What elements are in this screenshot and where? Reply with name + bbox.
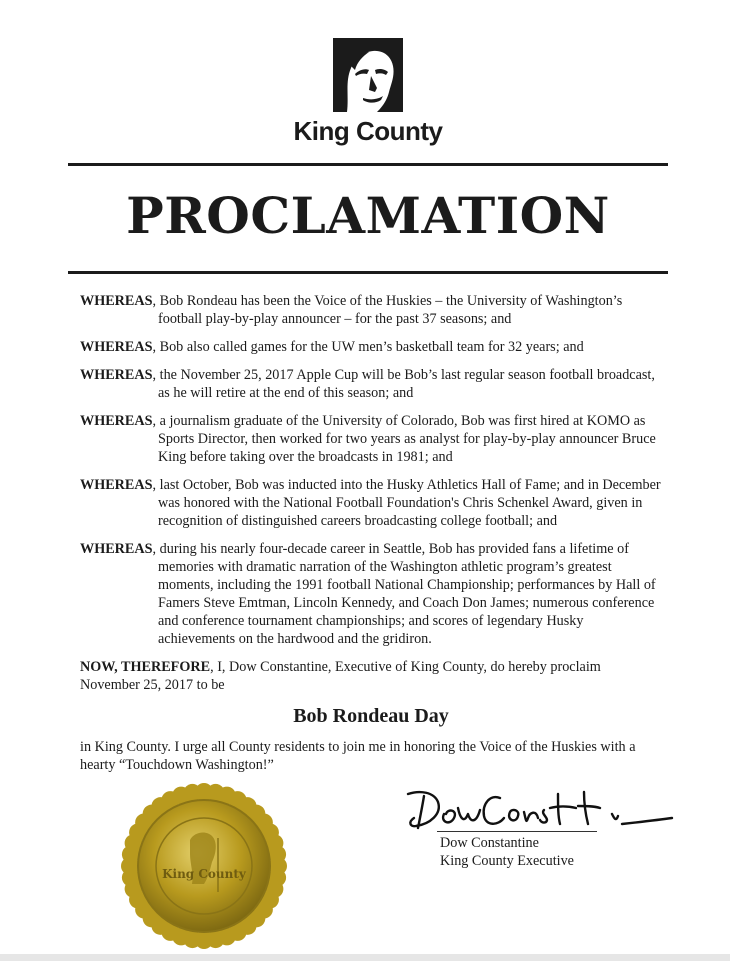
- now-therefore-paragraph: [80, 658, 662, 694]
- page-bottom-edge: [0, 954, 730, 961]
- whereas-keyword: WHEREAS: [80, 367, 153, 383]
- signature-image: [400, 784, 680, 836]
- whereas-paragraph: [80, 412, 662, 466]
- top-rule: [68, 163, 668, 166]
- whereas-paragraph: [80, 540, 662, 648]
- paragraph-text: , I, Dow Constantine, Executive of King County, do hereby proclaim November 25, 2017 to be: [80, 659, 601, 693]
- paragraph-text: , Bob Rondeau has been the Voice of the Huskies – the University of Washington’s football play-by-play announcer – for the past 37 seasons; and: [152, 293, 623, 327]
- paragraph-text: , a journalism graduate of the University of Colorado, Bob was first hired at KOMO as Sports Director, then worked for two years as analyst for play-by-play announcer Bruce King before taking over the broadcasts in 1981; and: [152, 413, 656, 465]
- gold-county-seal-icon: [118, 780, 290, 952]
- whereas-paragraph: [80, 292, 662, 328]
- whereas-keyword: WHEREAS: [80, 477, 153, 493]
- whereas-paragraph: [80, 338, 662, 356]
- logo-wordmark: King County: [293, 116, 443, 146]
- paragraph-text: , last October, Bob was inducted into the Husky Athletics Hall of Fame; and in December was honored with the National Football Foundation's Chris Schenkel Award, given in recognition of distinguished careers broadcasting college football; and: [152, 477, 661, 529]
- whereas-keyword: WHEREAS: [80, 339, 153, 355]
- whereas-keyword: WHEREAS: [80, 293, 153, 309]
- whereas-paragraph: [80, 476, 662, 530]
- paragraph-text: , the November 25, 2017 Apple Cup will be Bob’s last regular season football broadcast, as he will retire at the end of this season; and: [152, 367, 655, 401]
- paragraph-text: , during his nearly four-decade career in Seattle, Bob has provided fans a lifetime of memories with dramatic narration of the Washington athletic program’s greatest moments, including the 1991 football National Championship; performances by Hall of Famers Steve Emtman, Lincoln Kennedy, and Coach Don James; numerous conference and conference tournament championships; and scores of legendary Husky achievements on the hardwood and the gridiron.: [152, 541, 656, 647]
- signer-name: Dow Constantine: [440, 835, 539, 851]
- whereas-keyword: WHEREAS: [80, 413, 153, 429]
- bottom-rule: [68, 271, 668, 274]
- king-county-mlk-portrait-icon: [333, 38, 403, 112]
- paragraph-text: , Bob also called games for the UW men’s basketball team for 32 years; and: [152, 339, 584, 355]
- closing-paragraph: in King County. I urge all County residents to join me in honoring the Voice of the Huskies with a hearty “Touchdown Washington!”: [80, 739, 636, 773]
- signer-title: King County Executive: [440, 853, 574, 869]
- proclamation-body: [80, 292, 662, 704]
- document-title: PROCLAMATION: [126, 186, 610, 245]
- proclaimed-day-title: Bob Rondeau Day: [293, 705, 449, 727]
- whereas-keyword: WHEREAS: [80, 541, 153, 557]
- signature-line: [437, 831, 597, 832]
- now-therefore-keyword: NOW, THEREFORE: [80, 659, 211, 675]
- seal-text: King County: [162, 867, 246, 881]
- whereas-paragraph: [80, 366, 662, 402]
